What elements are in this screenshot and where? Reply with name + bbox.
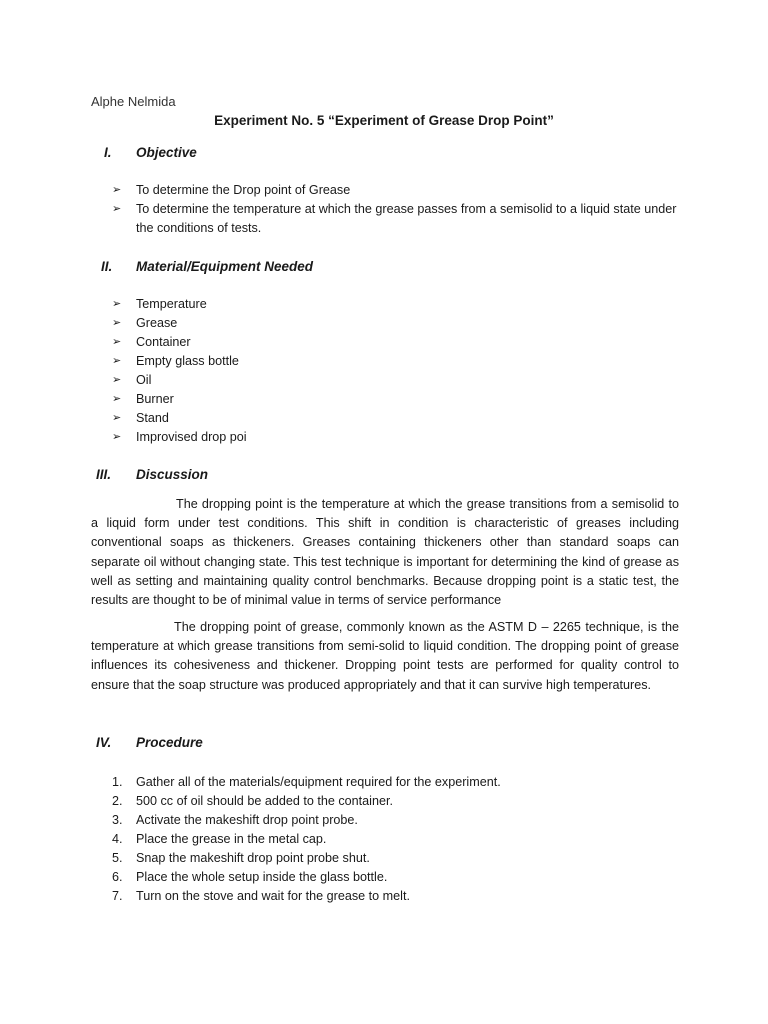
section-number: II. [101,259,113,274]
step-text: Gather all of the materials/equipment required for the experiment. [136,775,501,789]
step-number: 3. [112,813,123,827]
procedure-step [112,849,501,868]
list-item [112,409,247,428]
step-text: Snap the makeshift drop point probe shut. [136,851,370,865]
list-item-text: Grease [136,316,178,330]
section-title: Material/Equipment Needed [136,259,314,274]
arrow-bullet-icon: ➢ [112,336,122,348]
discussion-paragraph: The dropping point of grease, commonly known as the ASTM D – 2265 technique, is the temperature at which grease transitions from semi-solid to liquid condition. The dropping point of grease influences its cohesiveness and thickener. Dropping point tests are performed for quality control to ensure that the soap structure was produced appropriately and that it can survive high temperatures. [91,620,679,692]
document-title: Experiment No. 5 “Experiment of Grease Drop Point” [214,113,554,128]
arrow-bullet-icon: ➢ [112,355,122,367]
list-item-text: Empty glass bottle [136,354,239,368]
list-item [112,314,247,333]
list-item [112,333,247,352]
list-item [112,390,247,409]
list-item-text: Oil [136,373,152,387]
list-item-text: Container [136,335,191,349]
procedure-list [112,773,501,906]
author-name: Alphe Nelmida [91,94,176,109]
step-text: Place the whole setup inside the glass bottle. [136,870,388,884]
step-number: 6. [112,870,123,884]
arrow-bullet-icon: ➢ [112,412,122,424]
list-item [112,352,247,371]
list-item-text: To determine the temperature at which the grease passes from a semisolid to a liquid state under the conditions of tests. [136,202,677,235]
procedure-step [112,830,501,849]
arrow-bullet-icon: ➢ [112,317,122,329]
arrow-bullet-icon: ➢ [112,184,122,196]
list-item [112,428,247,447]
list-item-text: Stand [136,411,169,425]
list-item-text: To determine the Drop point of Grease [136,183,351,197]
step-number: 7. [112,889,123,903]
arrow-bullet-icon: ➢ [112,203,122,215]
section-number: I. [104,145,112,160]
list-item [112,200,682,238]
procedure-step [112,811,501,830]
section-title: Discussion [136,467,209,482]
step-number: 4. [112,832,123,846]
procedure-step [112,887,501,906]
section-number: IV. [96,735,112,750]
list-item-text: Improvised drop poi [136,430,247,444]
discussion-paragraph: The dropping point is the temperature at which the grease transitions from a semisolid to a liquid form under test conditions. This shift in condition is characteristic of greases including conventional soaps as thickeners. Greases containing thickeners other than standard soaps can separate oil without changing state. This test technique is important for determining the kind of grease as well as setting and maintaining quality control benchmarks. Because dropping point is a static test, the results are thought to be of minimal value in terms of service performance [91,497,679,608]
step-text: Activate the makeshift drop point probe. [136,813,358,827]
step-number: 1. [112,775,123,789]
list-item-text: Burner [136,392,174,406]
procedure-step [112,773,501,792]
arrow-bullet-icon: ➢ [112,298,122,310]
arrow-bullet-icon: ➢ [112,393,122,405]
materials-list [112,295,247,447]
procedure-step [112,868,501,887]
list-item-text: Temperature [136,297,207,311]
section-title: Objective [136,145,197,160]
arrow-bullet-icon: ➢ [112,374,122,386]
step-text: Place the grease in the metal cap. [136,832,327,846]
step-text: 500 cc of oil should be added to the container. [136,794,393,808]
step-text: Turn on the stove and wait for the grease to melt. [136,889,410,903]
list-item [112,295,247,314]
objective-list [112,181,682,238]
section-number: III. [96,467,112,482]
list-item [112,371,247,390]
step-number: 5. [112,851,123,865]
section-title: Procedure [136,735,203,750]
step-number: 2. [112,794,123,808]
procedure-step [112,792,501,811]
list-item [112,181,682,200]
arrow-bullet-icon: ➢ [112,431,122,443]
